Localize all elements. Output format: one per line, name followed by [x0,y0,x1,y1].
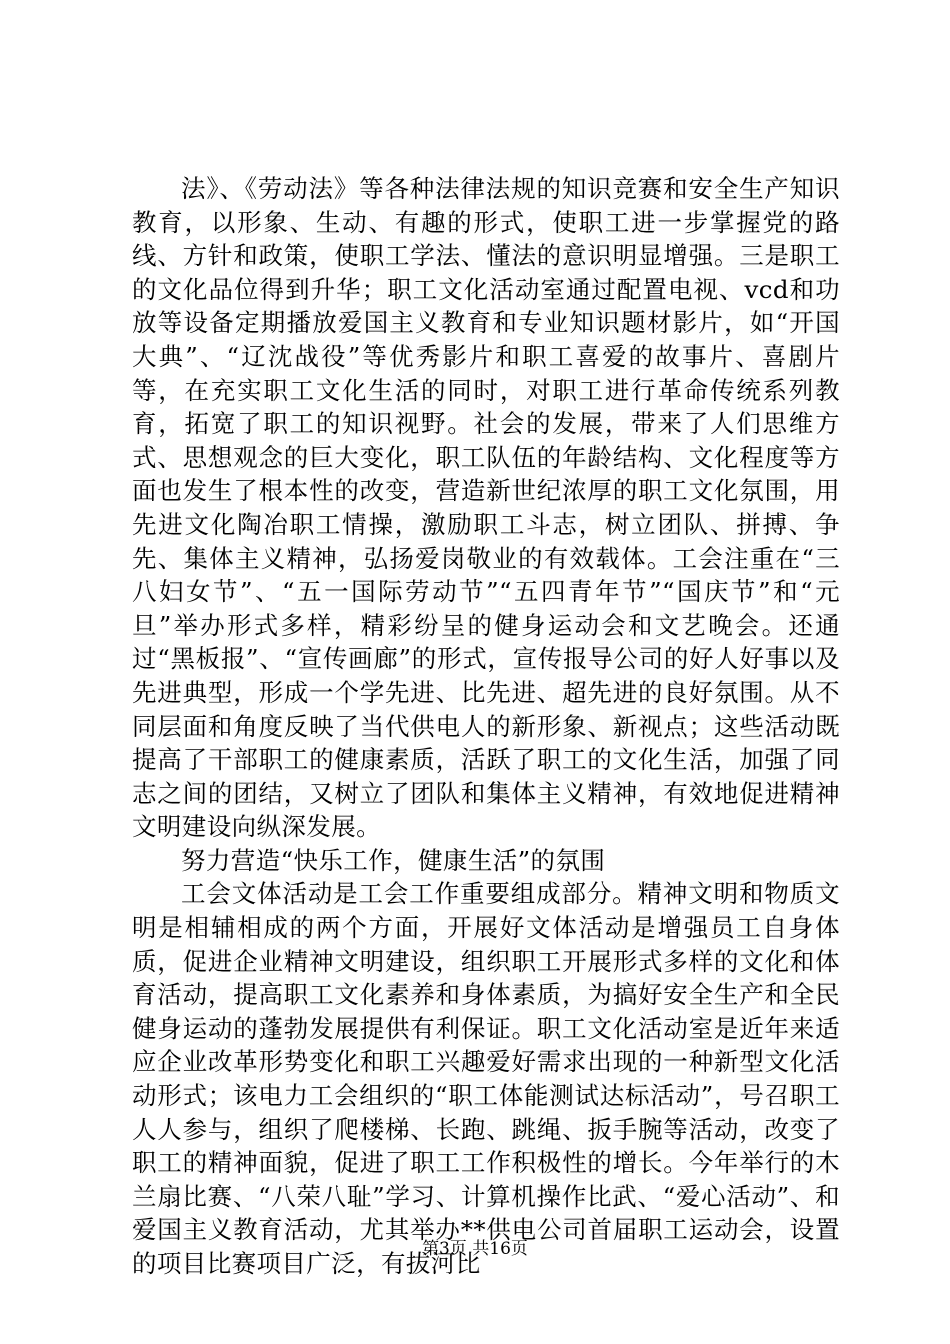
paragraph-continuation: 法》、《劳动法》等各种法律法规的知识竞赛和安全生产知识教育，以形象、生动、有趣的形式，使职工进一步掌握党的路线、方针和政策，使职工学法、懂法的意识明显增强。三是职工的文化品位得到升华；职工文化活动室通过配置电视、vcd和功放等设备定期播放爱国主义教育和专业知识题材影片，如“开国大典”、“辽沈战役”等优秀影片和职工喜爱的故事片、喜剧片等，在充实职工文化生活的同时，对职工进行革命传统系列教育，拓宽了职工的知识视野。社会的发展，带来了人们思维方式、思想观念的巨大变化，职工队伍的年龄结构、文化程度等方面也发生了根本性的改变，营造新世纪浓厚的职工文化氛围，用先进文化陶冶职工情操，激励职工斗志，树立团队、拼搏、争先、集体主义精神，弘扬爱岗敬业的有效载体。工会注重在“三八妇女节”、“五一国际劳动节”“五四青年节”“国庆节”和“元旦”举办形式多样，精彩纷呈的健身运动会和文艺晚会。还通过“黑板报”、“宣传画廊”的形式，宣传报导公司的好人好事以及先进典型，形成一个学先进、比先进、超先进的良好氛围。从不同层面和角度反映了当代供电人的新形象、新视点；这些活动既提高了干部职工的健康素质，活跃了职工的文化生活，加强了同志之间的团结，又树立了团队和集体主义精神，有效地促进精神文明建设向纵深发展。 [132,174,840,842]
section-heading: 努力营造“快乐工作，健康生活”的氛围 [181,845,606,875]
document-body [132,172,840,1281]
page-number-footer: 第3页 共16页 [422,1239,528,1259]
paragraph-body: 工会文体活动是工会工作重要组成部分。精神文明和物质文明是相辅相成的两个方面，开展好文体活动是增强员工自身体质，促进企业精神文明建设，组织职工开展形式多样的文化和体育活动，提高职工文化素养和身体素质，为搞好安全生产和全民健身运动的蓬勃发展提供有利保证。职工文化活动室是近年来适应企业改革形势变化和职工兴趣爱好需求出现的一种新型文化活动形式；该电力工会组织的“职工体能测试达标活动”，号召职工人人参与，组织了爬楼梯、长跑、跳绳、扳手腕等活动，改变了职工的精神面貌，促进了职工工作积极性的增长。今年举行的木兰扇比赛、“八荣八耻”学习、计算机操作比武、“爱心活动”、和爱国主义教育活动，尤其举办**供电公司首届职工运动会，设置的项目比赛项目广泛，有拔河比 [132,879,840,1278]
